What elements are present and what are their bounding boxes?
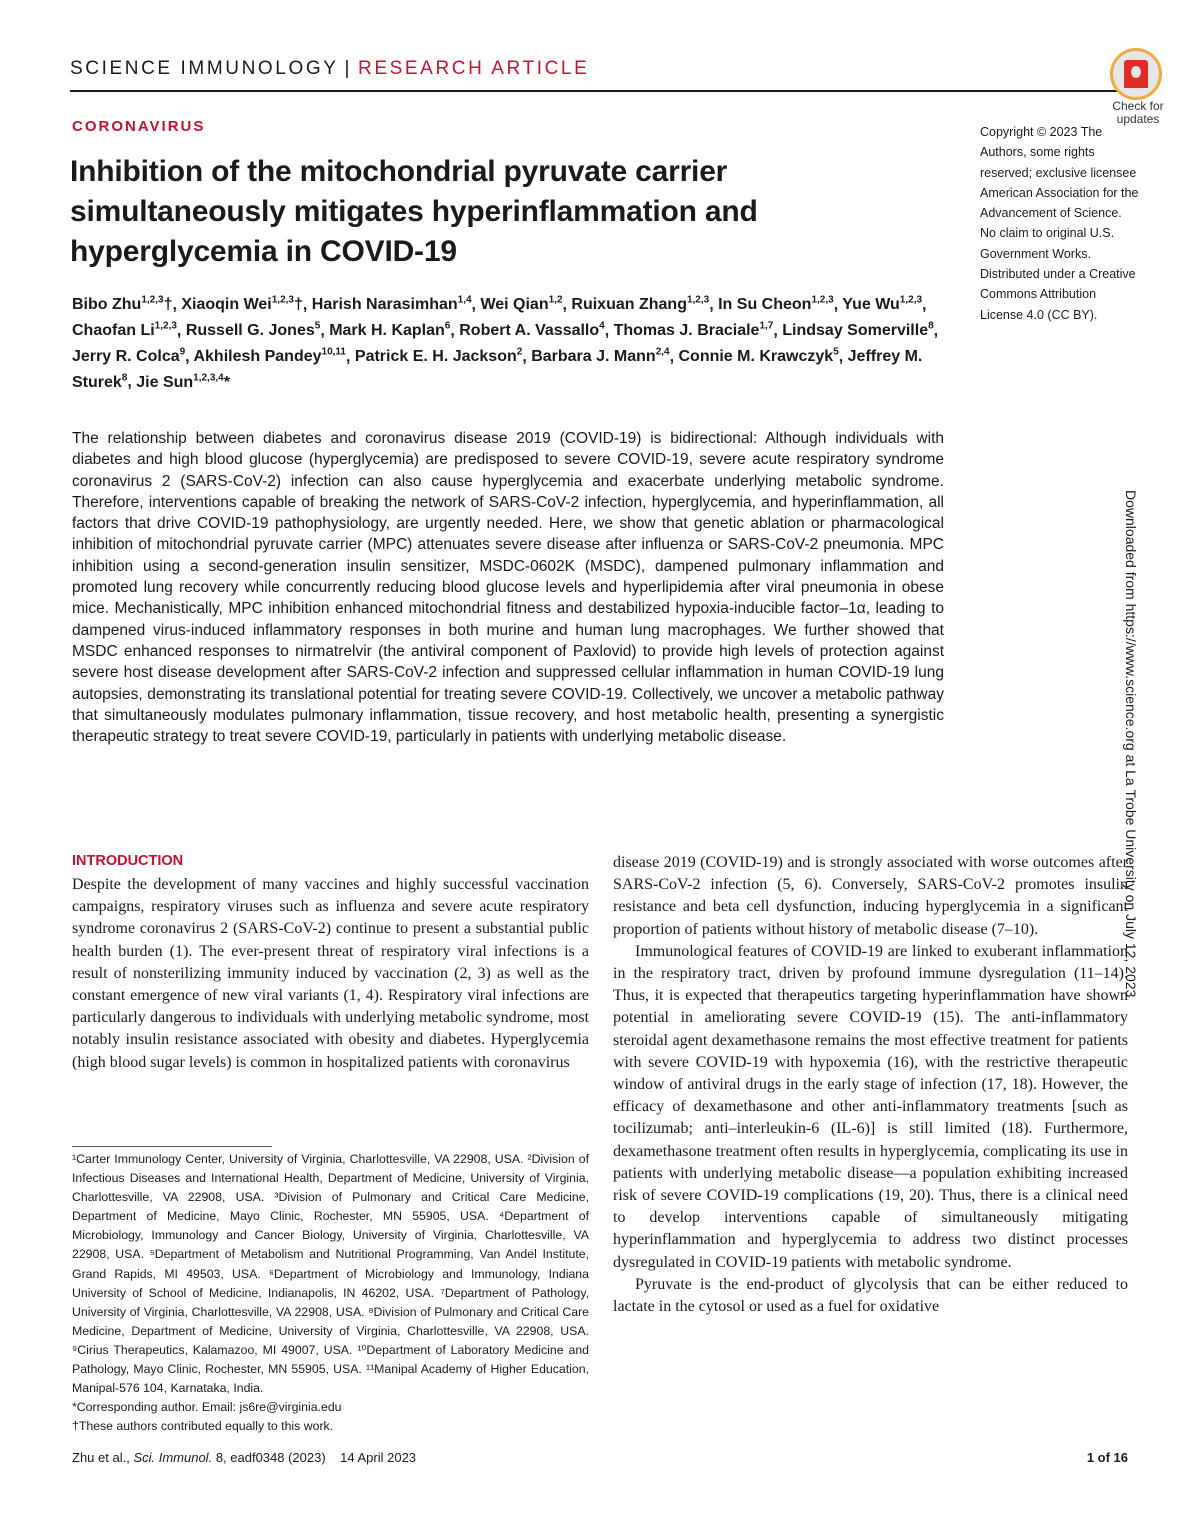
author-affiliation-marker: 6	[444, 320, 451, 332]
author[interactable]	[842, 296, 922, 313]
author-affiliation-marker: 1,4	[457, 295, 472, 306]
check-for-updates-label: Check for updates	[1112, 99, 1164, 126]
author-name: Robert A. Vassallo	[459, 322, 600, 340]
copyright-notice: Copyright © 2023 The Authors, some rights reserved; exclusive licensee American Association for the Advancement of Science. No claim to original U.S. Government Works. Distributed under a Creative Commons Attribution License 4.0 (CC BY).	[980, 125, 1139, 322]
article-category: CORONAVIRUS	[72, 118, 206, 135]
author[interactable]	[136, 374, 230, 391]
author-list: Bibo Zhu$^{1,2,3}$†, Xiaoqin Wei$^{1,2,3}$†, Harish Narasimhan$^{1,4}$, Wei Qian$^{1,2}$, Ruixuan Zhang$^{1,2,3}$, In Su Cheon$^{1,2,3}$, Yue Wu$^{1,2,3}$, Chaofan Li$^{1,2,3}$, Russell G. Jones$^5$, Mark H. Kaplan$^6$, Robert A. Vassallo$^4$, Thomas J. Braciale$^{1,7}$, Lindsay Somerville$^8$, Jerry R. Colca$^9$, Akhilesh Pandey$^{10,11}$, Patrick E. H. Jackson$^2$, Barbara J. Mann$^{2,4}$, Connie M. Krawczyk$^5$, Jeffrey M. Sturek$^8$, Jie Sun$^{1,2,3,4}$*	[72, 295, 939, 391]
check-for-updates-badge[interactable]	[1098, 46, 1178, 128]
author-name: Harish Narasimhan	[311, 296, 458, 314]
author-affiliation-marker: 10,11	[321, 346, 346, 358]
author-affiliation-marker: 1,2,3	[899, 295, 923, 306]
affiliation-list: ¹Carter Immunology Center, University of Virginia, Charlottesville, VA 22908, USA. ²Division of Infectious Diseases and International Health, Department of Medicine, University of Virginia, Charlottesville, VA 22908, USA. ³Division of Pulmonary and Critical Care Medicine, Department of Medicine, Mayo Clinic, Rochester, MN 55905, USA. ⁴Department of Microbiology, Immunology and Cancer Biology, University of Virginia, Charlottesville, VA 22908, USA. ⁵Department of Metabolism and Nutritional Programming, Van Andel Institute, Grand Rapids, MI 49503, USA. ⁶Department of Microbiology and Immunology, Indiana University of School of Medicine, Indianapolis, IN 46202, USA. ⁷Department of Pathology, University of Virginia, Charlottesville, VA 22908, USA. ⁸Division of Pulmonary and Critical Care Medicine, Department of Medicine, University of Virginia, Charlottesville, VA 22908, USA. ⁹Cirius Therapeutics, Kalamazoo, MI 49007, USA. ¹⁰Department of Laboratory Medicine and Pathology, Mayo Clinic, Rochester, MN 55905, USA. ¹¹Manipal Academy of Higher Education, Manipal-576 104, Karnataka, India.	[72, 1152, 589, 1396]
check-for-updates-icon	[1110, 48, 1162, 100]
author[interactable]	[72, 322, 177, 339]
author-name: Barbara J. Mann	[531, 347, 656, 365]
author[interactable]	[459, 322, 604, 339]
author[interactable]	[678, 348, 838, 365]
author-note-marker: †	[163, 296, 173, 314]
journal-name: SCIENCE IMMUNOLOGY	[70, 58, 339, 79]
author[interactable]	[186, 322, 321, 339]
header-rule	[70, 90, 1128, 92]
author-name: Jerry R. Colca	[72, 347, 180, 365]
corresponding-author[interactable]: *Corresponding author. Email: js6re@virginia.edu	[72, 1400, 342, 1415]
author-affiliation-marker: 1,7	[759, 320, 774, 332]
intro-paragraphs-right	[613, 852, 1128, 1318]
author-name: Jie Sun	[136, 373, 194, 391]
footer-journal: Sci. Immunol.	[133, 1450, 213, 1465]
author-name: Akhilesh Pandey	[193, 347, 322, 365]
section-heading-introduction: INTRODUCTION	[72, 853, 184, 869]
author-name: Yue Wu	[842, 296, 900, 314]
equal-contribution-note: †These authors contributed equally to this work.	[72, 1419, 334, 1434]
author[interactable]	[480, 296, 562, 313]
author-name: Patrick E. H. Jackson	[354, 347, 517, 365]
abstract: The relationship between diabetes and coronavirus disease 2019 (COVID-19) is bidirectional: Although individuals with diabetes and high blood glucose (hyperglycemia) are predisposed to severe COVID-19, severe acute respiratory syndrome coronavirus 2 (SARS-CoV-2) infection can also cause hyperglycemia and exacerbate underlying metabolic syndrome. Therefore, interventions capable of breaking the network of SARS-CoV-2 infection, hyperglycemia, and hyperinflammation, all factors that drive COVID-19 pathophysiology, are urgently needed. Here, we show that genetic ablation or pharmacological inhibition of mitochondrial pyruvate carrier (MPC) attenuates severe disease after influenza or SARS-CoV-2 pneumonia. MPC inhibition using a second-generation insulin sensitizer, MSDC-0602K (MSDC), dampened pulmonary inflammation and promoted lung recovery while concurrently reducing blood glucose levels and hyperlipidemia after viral pneumonia in obese mice. Mechanistically, MPC inhibition enhanced mitochondrial fitness and destabilized hypoxia-inducible factor–1α, leading to dampened virus-induced inflammatory responses in both murine and human lung macrophages. We further showed that MSDC enhanced responses to nirmatrelvir (the antiviral component of Paxlovid) to provide high levels of protection against severe host disease development after SARS-CoV-2 infection and suppressed cellular inflammation in human COVID-19 lung autopsies, demonstrating its translational potential for treating severe COVID-19. Collectively, we uncover a metabolic pathway that simultaneously modulates pulmonary inflammation, tissue recovery, and host metabolic health, presenting a synergistic therapeutic strategy to treat severe COVID-19, particularly in patients with underlying metabolic disease.	[72, 430, 944, 746]
author-name: Chaofan Li	[72, 322, 155, 340]
author-affiliation-marker: 1,2,3	[811, 295, 834, 306]
footer-citation	[72, 1450, 416, 1465]
author[interactable]	[571, 296, 709, 313]
author[interactable]	[614, 322, 774, 339]
article-type: RESEARCH ARTICLE	[358, 58, 590, 79]
author[interactable]	[355, 348, 522, 365]
author-name: Wei Qian	[480, 296, 549, 314]
author[interactable]	[782, 322, 933, 339]
footnote-rule	[72, 1146, 272, 1147]
author[interactable]	[72, 348, 185, 365]
author-affiliation-marker: 1,2,3,4	[193, 372, 224, 384]
download-note[interactable]: Downloaded from https://www.science.org at La Trobe University on July 12, 2023	[1123, 490, 1139, 998]
author[interactable]	[329, 322, 450, 339]
author-affiliation-marker: 9	[179, 346, 186, 358]
author-affiliation-marker: 8	[928, 320, 934, 332]
intro-paragraph-left: Despite the development of many vaccines and highly successful vaccination campaigns, respiratory viruses such as influenza and severe acute respiratory syndrome coronavirus 2 (SARS-CoV-2) continue to present a substantial public health burden (1). The ever-present threat of respiratory viral infections is a result of nonsterilizing immunity induced by vaccination (2, 3) as well as the constant emergence of new viral variants (1, 4). Respiratory viral infections are particularly dangerous to individuals with underlying metabolic syndrome, most notably insulin resistance associated with obesity and diabetes. Hyperglycemia (high blood sugar levels) is common in hospitalized patients with coronavirus	[72, 876, 589, 1071]
author-affiliation-marker: 8	[121, 372, 128, 384]
author-affiliation-marker: 4	[599, 320, 605, 332]
header-separator: |	[344, 58, 353, 79]
author-affiliation-marker: 1,2,3	[686, 295, 710, 306]
author-name: Jeffrey M. Sturek	[72, 347, 923, 391]
page-number: 1 of 16	[1086, 1450, 1128, 1465]
author-affiliation-marker: 5	[314, 320, 321, 332]
author-affiliation-marker: 1,2,3	[141, 295, 164, 306]
author-affiliation-marker: 2	[516, 346, 523, 358]
author-affiliation-marker: 5	[833, 346, 839, 358]
intro-paragraph: disease 2019 (COVID-19) and is strongly associated with worse outcomes after SARS-CoV-2 infection (5, 6). Conversely, SARS-CoV-2 promotes insulin resistance and beta cell dysfunction, inducing hyperglycemia in a significant proportion of patients without history of metabolic disease (7–10).	[613, 854, 1128, 938]
left-column	[72, 852, 589, 1074]
affiliations	[72, 1150, 589, 1436]
author-name: Russell G. Jones	[185, 322, 315, 340]
author-name: Ruixuan Zhang	[571, 296, 687, 314]
author[interactable]	[718, 296, 834, 313]
author[interactable]	[531, 348, 669, 365]
author[interactable]	[312, 296, 472, 313]
footer-date: 14 April 2023	[340, 1450, 417, 1465]
author-affiliation-marker: 2,4	[655, 346, 670, 358]
author[interactable]	[181, 296, 303, 313]
article-title: Inhibition of the mitochondrial pyruvate carrier simultaneously mitigates hyperinflammation and hyperglycemia in COVID-19	[70, 155, 758, 268]
author-name: Bibo Zhu	[72, 296, 142, 314]
author-name: Thomas J. Braciale	[613, 322, 760, 340]
intro-paragraph: Immunological features of COVID-19 are linked to exuberant inflammation in the respiratory tract, driven by profound immune dysregulation (11–14). Thus, it is expected that therapeutics targeting hyperinflammation have shown potential in ameliorating severe COVID-19 (15). The anti-inflammatory steroidal agent dexamethasone remains the most effective treatment for patients with severe COVID-19 with hypoxemia (16), with the restrictive therapeutic window of antiviral drugs in the early stage of infection (17, 18). However, the efficacy of dexamethasone and other anti-inflammatory treatments [such as tocilizumab; anti–interleukin-6 (IL-6)] is still limited (18). Furthermore, dexamethasone treatment often results in hyperglycemia, complicating its use in patients with underlying metabolic disease—a population exhibiting increased risk of severe COVID-19 complications (19, 20). Thus, there is a clinical need to develop interventions capable of simultaneously mitigating hyperinflammation and hyperglycemia to address two distinct processes dysregulated in COVID-19 patients with metabolic syndrome.	[613, 942, 1128, 1271]
author-affiliation-marker: 1,2	[548, 295, 563, 306]
footer-authors: Zhu et al.,	[72, 1450, 130, 1465]
author[interactable]	[193, 348, 346, 365]
author-name: Lindsay Somerville	[782, 322, 929, 340]
author-name: In Su Cheon	[718, 296, 812, 314]
footer-volume: 8, eadf0348 (2023)	[215, 1450, 326, 1465]
intro-paragraph: Pyruvate is the end-product of glycolysis that can be either reduced to lactate in the cytosol or used as a fuel for oxidative	[613, 1275, 1128, 1316]
journal-header	[70, 58, 589, 80]
author-name: Xiaoqin Wei	[181, 296, 272, 314]
right-column	[613, 852, 1128, 1318]
author-note-marker: †	[294, 296, 303, 314]
author-name: Connie M. Krawczyk	[678, 347, 834, 365]
author-name: Mark H. Kaplan	[329, 322, 445, 340]
author[interactable]	[72, 296, 172, 313]
author-affiliation-marker: 1,2,3	[154, 320, 177, 332]
author-note-marker: *	[223, 373, 230, 391]
author-affiliation-marker: 1,2,3	[271, 295, 294, 306]
